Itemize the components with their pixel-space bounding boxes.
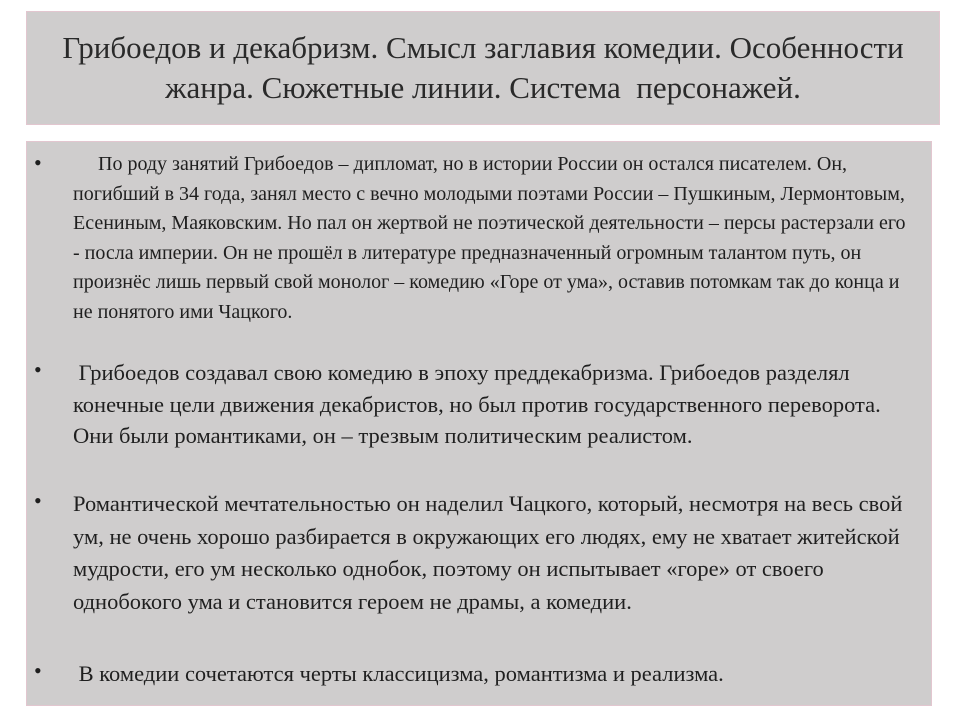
bullet-marker: •: [34, 150, 42, 175]
bullet-text: В комедии сочетаются черты классицизма, романтизма и реализма.: [73, 661, 724, 686]
bullet-text: Романтической мечтательностью он наделил Чацкого, который, несмотря на весь свой ум, не очень хорошо разбирается в окружающих его людях, ему не хватает житейской мудрости, его ум несколько однобок, поэтому он испытывает «горе» от своего однобокого ума и становится героем не драмы, а комедии.: [73, 491, 909, 614]
bullet-marker: •: [34, 658, 42, 683]
bullet-marker: •: [34, 357, 42, 382]
slide-title: Грибоедов и декабризм. Смысл заглавия комедии. Особенности жанра. Сюжетные линии. Система персонажей.: [62, 30, 912, 105]
slide-title-box: [26, 11, 940, 125]
bullet-marker: •: [34, 488, 42, 513]
bullet-text: По роду занятий Грибоедов – дипломат, но в истории России он остался писателем. Он, погибший в 34 года, занял место с вечно молодыми поэтами России – Пушкиным, Лермонтовым, Есениным, Маяковским. Но пал он жертвой не поэтической деятельности – персы растерзали его - посла империи. Он не прошёл в литературе предназначенный огромным талантом путь, он произнёс лишь первый свой монолог – комедию «Горе от ума», оставив потомкам так до конца и не понятого ими Чацкого.: [73, 153, 911, 323]
bullet-text: Грибоедов создавал свою комедию в эпоху преддекабризма. Грибоедов разделял конечные цели движения декабристов, но был против государственного переворота. Они были романтиками, он – трезвым политическим реалистом.: [73, 360, 887, 448]
slide-content-box: [26, 141, 932, 706]
